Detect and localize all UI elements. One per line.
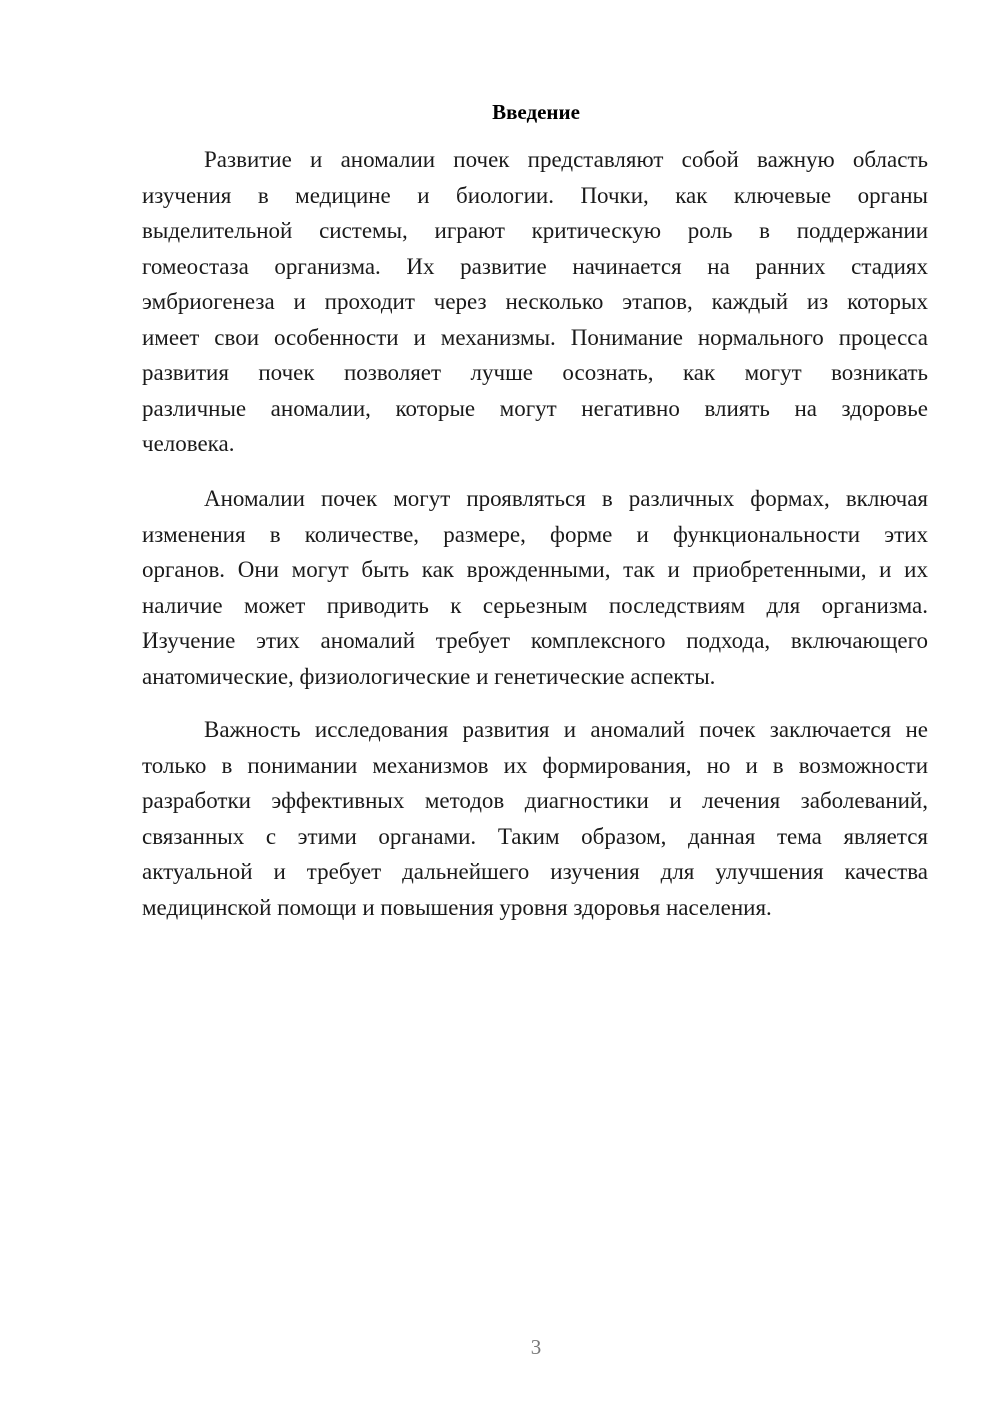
paragraph-line: эмбриогенеза и проходит через несколько этапов, каждый из которых [142, 289, 928, 314]
paragraph-line: гомеостаза организма. Их развитие начинается на ранних стадиях [142, 253, 928, 279]
paragraph-line: человека. [142, 431, 235, 456]
paragraph-1 [142, 142, 928, 462]
paragraph-3 [142, 712, 928, 925]
paragraph-line: различные аномалии, которые могут негативно влиять на здоровье [142, 395, 928, 421]
paragraph-line: изменения в количестве, размере, форме и функциональности этих [142, 521, 928, 547]
section-title: Введение [492, 100, 580, 124]
paragraph-2 [142, 481, 928, 694]
paragraph-line: изучения в медицине и биологии. Почки, как ключевые органы [142, 182, 928, 208]
paragraph-line: имеет свои особенности и механизмы. Понимание нормального процесса [142, 324, 928, 350]
paragraph-line: Аномалии почек могут проявляться в различных формах, включая [204, 486, 928, 511]
page-number: 3 [530, 1335, 542, 1359]
paragraph-line: анатомические, физиологические и генетические аспекты. [142, 663, 716, 689]
paragraph-line: органов. Они могут быть как врожденными, так и приобретенными, и их [142, 557, 928, 582]
paragraph-line: развития почек позволяет лучше осознать, как могут возникать [142, 360, 928, 385]
paragraph-line: Изучение этих аномалий требует комплексного подхода, включающего [142, 628, 928, 653]
paragraph-line: Развитие и аномалии почек представляют собой важную область [204, 147, 928, 172]
paragraph-line: наличие может приводить к серьезным последствиям для организма. [142, 592, 928, 618]
paragraph-line: Важность исследования развития и аномалий почек заключается не [204, 717, 928, 742]
paragraph-line: только в понимании механизмов их формирования, но и в возможности [142, 752, 928, 778]
paragraph-line: актуальной и требует дальнейшего изучения для улучшения качества [142, 859, 928, 884]
paragraph-line: медицинской помощи и повышения уровня здоровья населения. [142, 894, 772, 920]
paragraph-line: выделительной системы, играют критическую роль в поддержании [142, 218, 928, 243]
paragraph-line: связанных с этими органами. Таким образом, данная тема является [142, 823, 928, 849]
paragraph-line: разработки эффективных методов диагностики и лечения заболеваний, [142, 788, 928, 813]
